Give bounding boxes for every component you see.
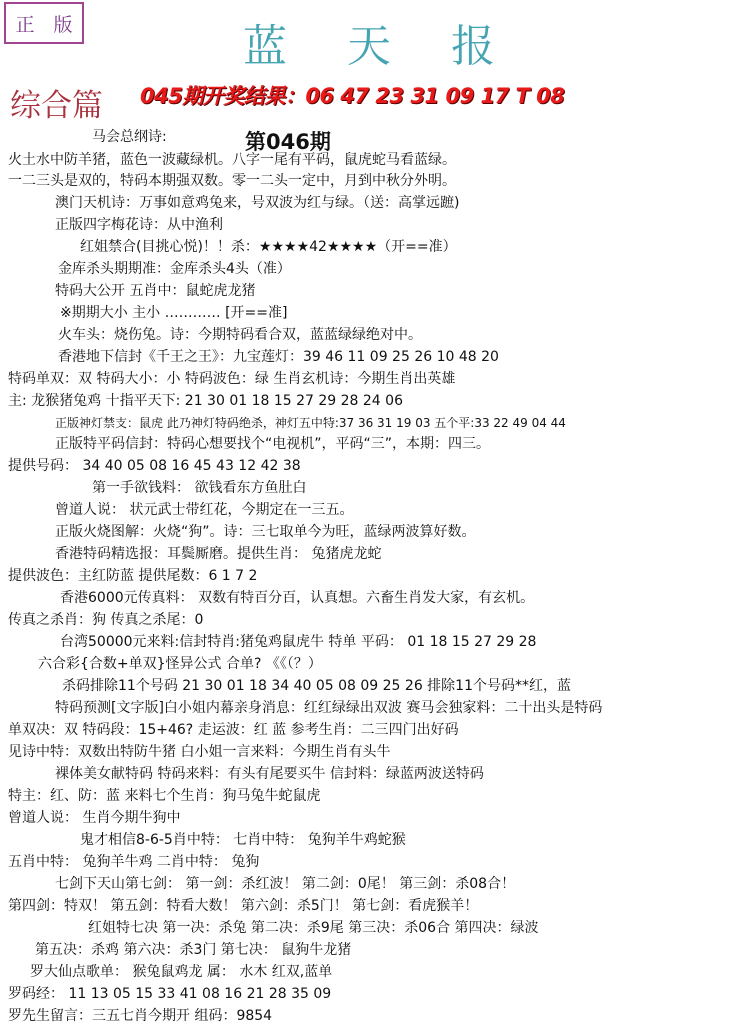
title-char: 报 <box>451 21 497 72</box>
text-line: 正版火烧图解：火烧“狗”。诗：三七取单今为旺，蓝绿两波算好数。 <box>55 524 476 540</box>
issue-number: 第046期 <box>245 130 331 154</box>
text-line: 单双决：双 特码段：15+46? 走运波：红 蓝 参考生肖：二三四门出好码 <box>8 722 459 738</box>
text-line: 火车头：烧伤兔。诗：今期特码看合双，蓝蓝绿绿绝对中。 <box>58 327 422 343</box>
text-line: ※期期大小 主小 ………… [开==准] <box>60 305 288 321</box>
genuine-stamp <box>4 2 84 44</box>
text-line: 鬼才相信8-6-5肖中特： 七肖中特： 兔狗羊牛鸡蛇猴 <box>80 832 406 848</box>
text-line: 第五决：杀鸡 第六决：杀3门 第七决： 鼠狗牛龙猪 <box>35 942 352 958</box>
text-line: 曾道人说： 状元武士带红花，今期定在一三五。 <box>55 502 354 518</box>
text-line: 提供号码： 34 40 05 08 16 45 43 12 42 38 <box>8 458 301 474</box>
text-line: 一二三头是双的，特码本期强双数。零一二头一定中，月到中秋分外明。 <box>8 173 456 189</box>
text-line: 正版特平码信封：特码心想要找个“电视机”，平码“三”，本期：四三。 <box>55 436 491 452</box>
page-title <box>243 10 497 74</box>
text-line: 澳门天机诗：万事如意鸡兔来，号双波为红与绿。（送：高掌远蹠) <box>55 195 460 211</box>
text-line: 杀码排除11个号码 21 30 01 18 34 40 05 08 09 25 26 排除11个号码**红，蓝 <box>62 678 571 694</box>
draw-result-banner: 045期开奖结果：06 47 23 31 09 17 T 08 <box>140 84 565 108</box>
text-line: 六合彩{合数+单双}怪异公式 合单? 《《（？） <box>38 656 322 672</box>
text-line: 传真之杀肖：狗 传真之杀尾：0 <box>8 612 204 628</box>
text-line: 红姐特七决 第一决：杀兔 第二决：杀9尾 第三决：杀06合 第四决：绿波 <box>88 920 539 936</box>
stamp-char: 正 <box>15 13 35 36</box>
text-line: 主: 龙猴猪兔鸡 十指平天下: 21 30 01 18 15 27 29 28 24 06 <box>8 393 403 409</box>
text-line: 罗码经： 11 13 05 15 33 41 08 16 21 28 35 09 <box>8 986 332 1002</box>
text-line: 香港特码精选报：耳鬓厮磨。提供生肖： 兔猪虎龙蛇 <box>55 546 382 562</box>
text-line: 见诗中特：双数出特防牛猪 白小姐一言来料：今期生肖有头牛 <box>8 744 391 760</box>
text-line: 金库杀头期期准：金库杀头4头（准） <box>58 261 291 277</box>
text-line: 罗大仙点歌单： 猴兔鼠鸡龙 属： 水木 红双,蓝单 <box>30 964 333 980</box>
text-line: 火土水中防羊猪，蓝色一波藏绿机。八字一尾有平码，鼠虎蛇马看蓝绿。 <box>8 152 456 168</box>
text-line: 七剑下天山第七剑： 第一剑：杀红波！ 第二剑：0尾！ 第三剑：杀08合！ <box>55 876 516 892</box>
text-line: 第四剑：特双！ 第五剑：特看大数！ 第六剑：杀5门！ 第七剑：看虎猴羊！ <box>8 898 479 914</box>
text-line: 曾道人说： 生肖今期牛狗中 <box>8 810 181 826</box>
text-line: 特码单双：双 特码大小：小 特码波色：绿 生肖玄机诗：今期生肖出英雄 <box>8 371 456 387</box>
text-line: 特码大公开 五肖中：鼠蛇虎龙猪 <box>55 283 256 299</box>
text-line: 特码预测[文字版]白小姐内幕亲身消息：红红绿绿出双波 赛马会独家料：二十出头是特码 <box>55 700 603 716</box>
text-line: 罗先生留言：三五七肖今期开 组码：9854 <box>8 1008 273 1024</box>
title-char: 蓝 <box>243 21 289 72</box>
text-line: 马会总纲诗: <box>92 129 167 145</box>
text-line: 提供波色：主红防蓝 提供尾数：6 1 7 2 <box>8 568 258 584</box>
text-line: 正版四字梅花诗：从中渔利 <box>55 217 223 233</box>
text-line: 香港地下信封《千王之王》：九宝莲灯：39 46 11 09 25 26 10 48 20 <box>58 349 499 365</box>
text-line: 裸体美女献特码 特码来料：有头有尾要买牛 信封料：绿蓝两波送特码 <box>55 766 484 782</box>
section-label: 综合篇 <box>10 88 103 124</box>
text-line: 台湾50000元来料:信封特肖:猪兔鸡鼠虎牛 特单 平码： 01 18 15 27 29 28 <box>60 634 537 650</box>
text-line: 第一手欲钱料： 欲钱看东方鱼肚白 <box>92 480 307 496</box>
title-char: 天 <box>347 21 393 72</box>
text-line: 正版神灯禁支：鼠虎 此乃神灯特码绝杀，神灯五中特:37 36 31 19 03 五个平:33 22 49 04 44 <box>55 416 566 430</box>
text-line: 香港6000元传真料： 双数有特百分百，认真想。六畜生肖发大家，有玄机。 <box>60 590 535 606</box>
text-line: 红姐禁合(目挑心悦)！！杀：★★★★42★★★★（开==准） <box>80 239 457 255</box>
text-line: 五肖中特： 兔狗羊牛鸡 二肖中特： 兔狗 <box>8 854 260 870</box>
stamp-char: 版 <box>53 13 73 36</box>
text-line: 特主：红、防：蓝 来料七个生肖：狗马兔牛蛇鼠虎 <box>8 788 321 804</box>
